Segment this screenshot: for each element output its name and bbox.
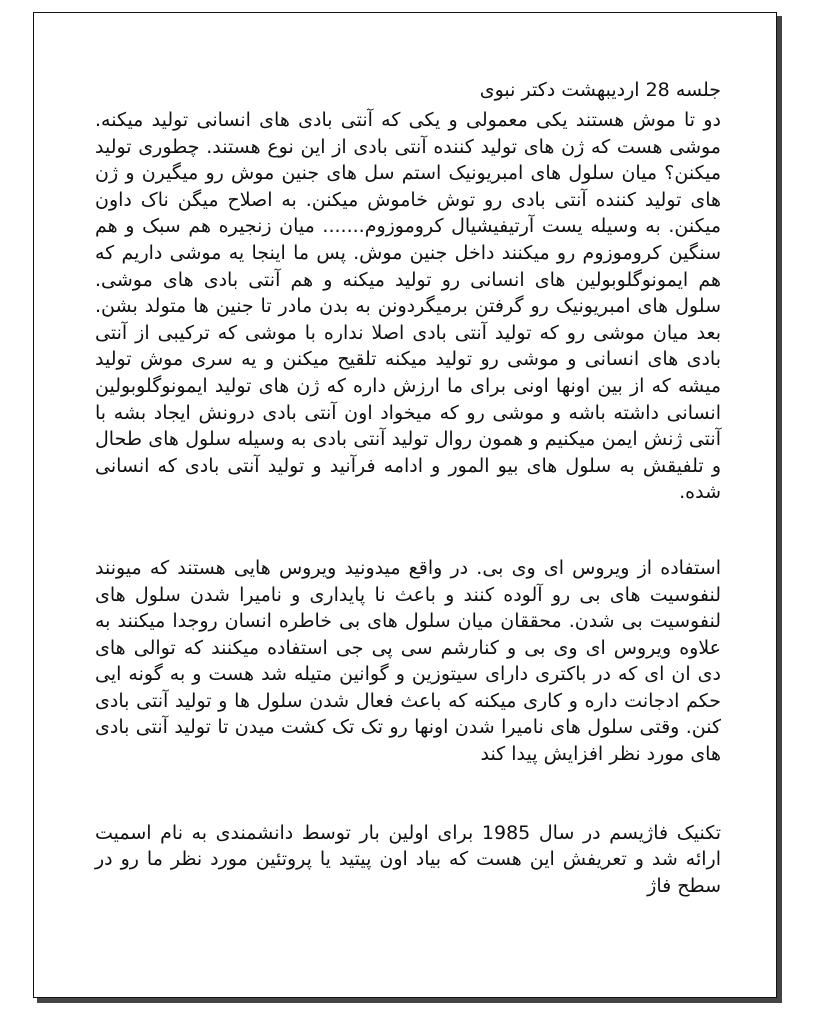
paragraph-phage-display: تکنیک فاژیسم در سال 1985 برای اولین بار توسط دانشمندی به نام اسمیت ارائه شد و تعریفش این هست که بیاد اون پیتید یا پروتئین مورد نظر ما رو در سطح فاژ [95, 821, 721, 897]
paragraph-humanized-mice: دو تا موش هستند یکی معمولی و یکی که آنتی بادی های انسانی تولید میکنه. موشی هست که ژن های تولید کننده آنتی بادی از این نوع هستند. چطوری تولید میکنن؟ میان سلول های امبریونیک استم سل های جنین موش رو میگیرن و ژن های تولید کننده آنتی بادی رو توش خاموش میکنن. به اصلاح میگن ناک داون میکنن. به وسیله یست آرتیفیشیال کروموزوم....... میان زنجیره هم سبک و هم سنگین کروموزوم رو میکنند داخل جنین موش. پس ما اینجا یه موشی داریم که هم ایمونوگلوبولین های انسانی رو تولید میکنه و هم آنتی بادی های موشی. سلول های امبریونیک رو گرفتن برمیگردونن به بدن مادر تا جنین ها متولد بشن. بعد میان موشی رو که تولید آنتی بادی اصلا نداره با موشی که ترکیبی از آنتی بادی های انسانی و موشی رو تولید میکنه تلقیح میکنن و یه سری موش تولید میشه که از بین اونها اونی برای ما ارزش داره که ژن های تولید ایمونوگلوبولین انسانی داشته باشه و موشی رو که میخواد اون آنتی بادی درونش ایجاد بشه با آنتی ژنش ایمن میکنیم و همون روال تولید آنتی بادی به وسیله سلول های طحال و تلفیقش به سلول های بیو المور و ادامه فرآنید و تولید آنتی بادی که انسانی شده. [95, 109, 721, 504]
document-heading: جلسه 28 اردیبهشت دکتر نبوی [479, 79, 721, 101]
document-body [95, 77, 721, 899]
page-shadow-bottom [37, 998, 782, 1003]
paragraph-ebv-method: استفاده از ویروس ای وی بی. در واقع میدونید ویروس هایی هستند که میونند لنفوسیت های بی رو آلوده کنند و باعث نا پایداری و نامیرا شدن سلول های لنفوسیت بی شدن. محققان میان سلول های بی خاطره انسان روجدا میکنند به علاوه ویروس ای وی بی و کنارشم سی پی جی استفاده میکنند که توالی های دی ان ای که در باکتری دارای سیتوزین و گوانین متیله شد هست و به گونه ایی حکم ادجانت داره و کاری میکنه که باعث فعال شدن سلول ها و تولید آنتی بادی کنن. وقتی سلول های نامیرا شدن اونها رو تک تک کشت میدن تا تولید آنتی بادی های مورد نظر افزایش پیدا کند [95, 556, 721, 766]
page-shadow-right [777, 16, 782, 1002]
